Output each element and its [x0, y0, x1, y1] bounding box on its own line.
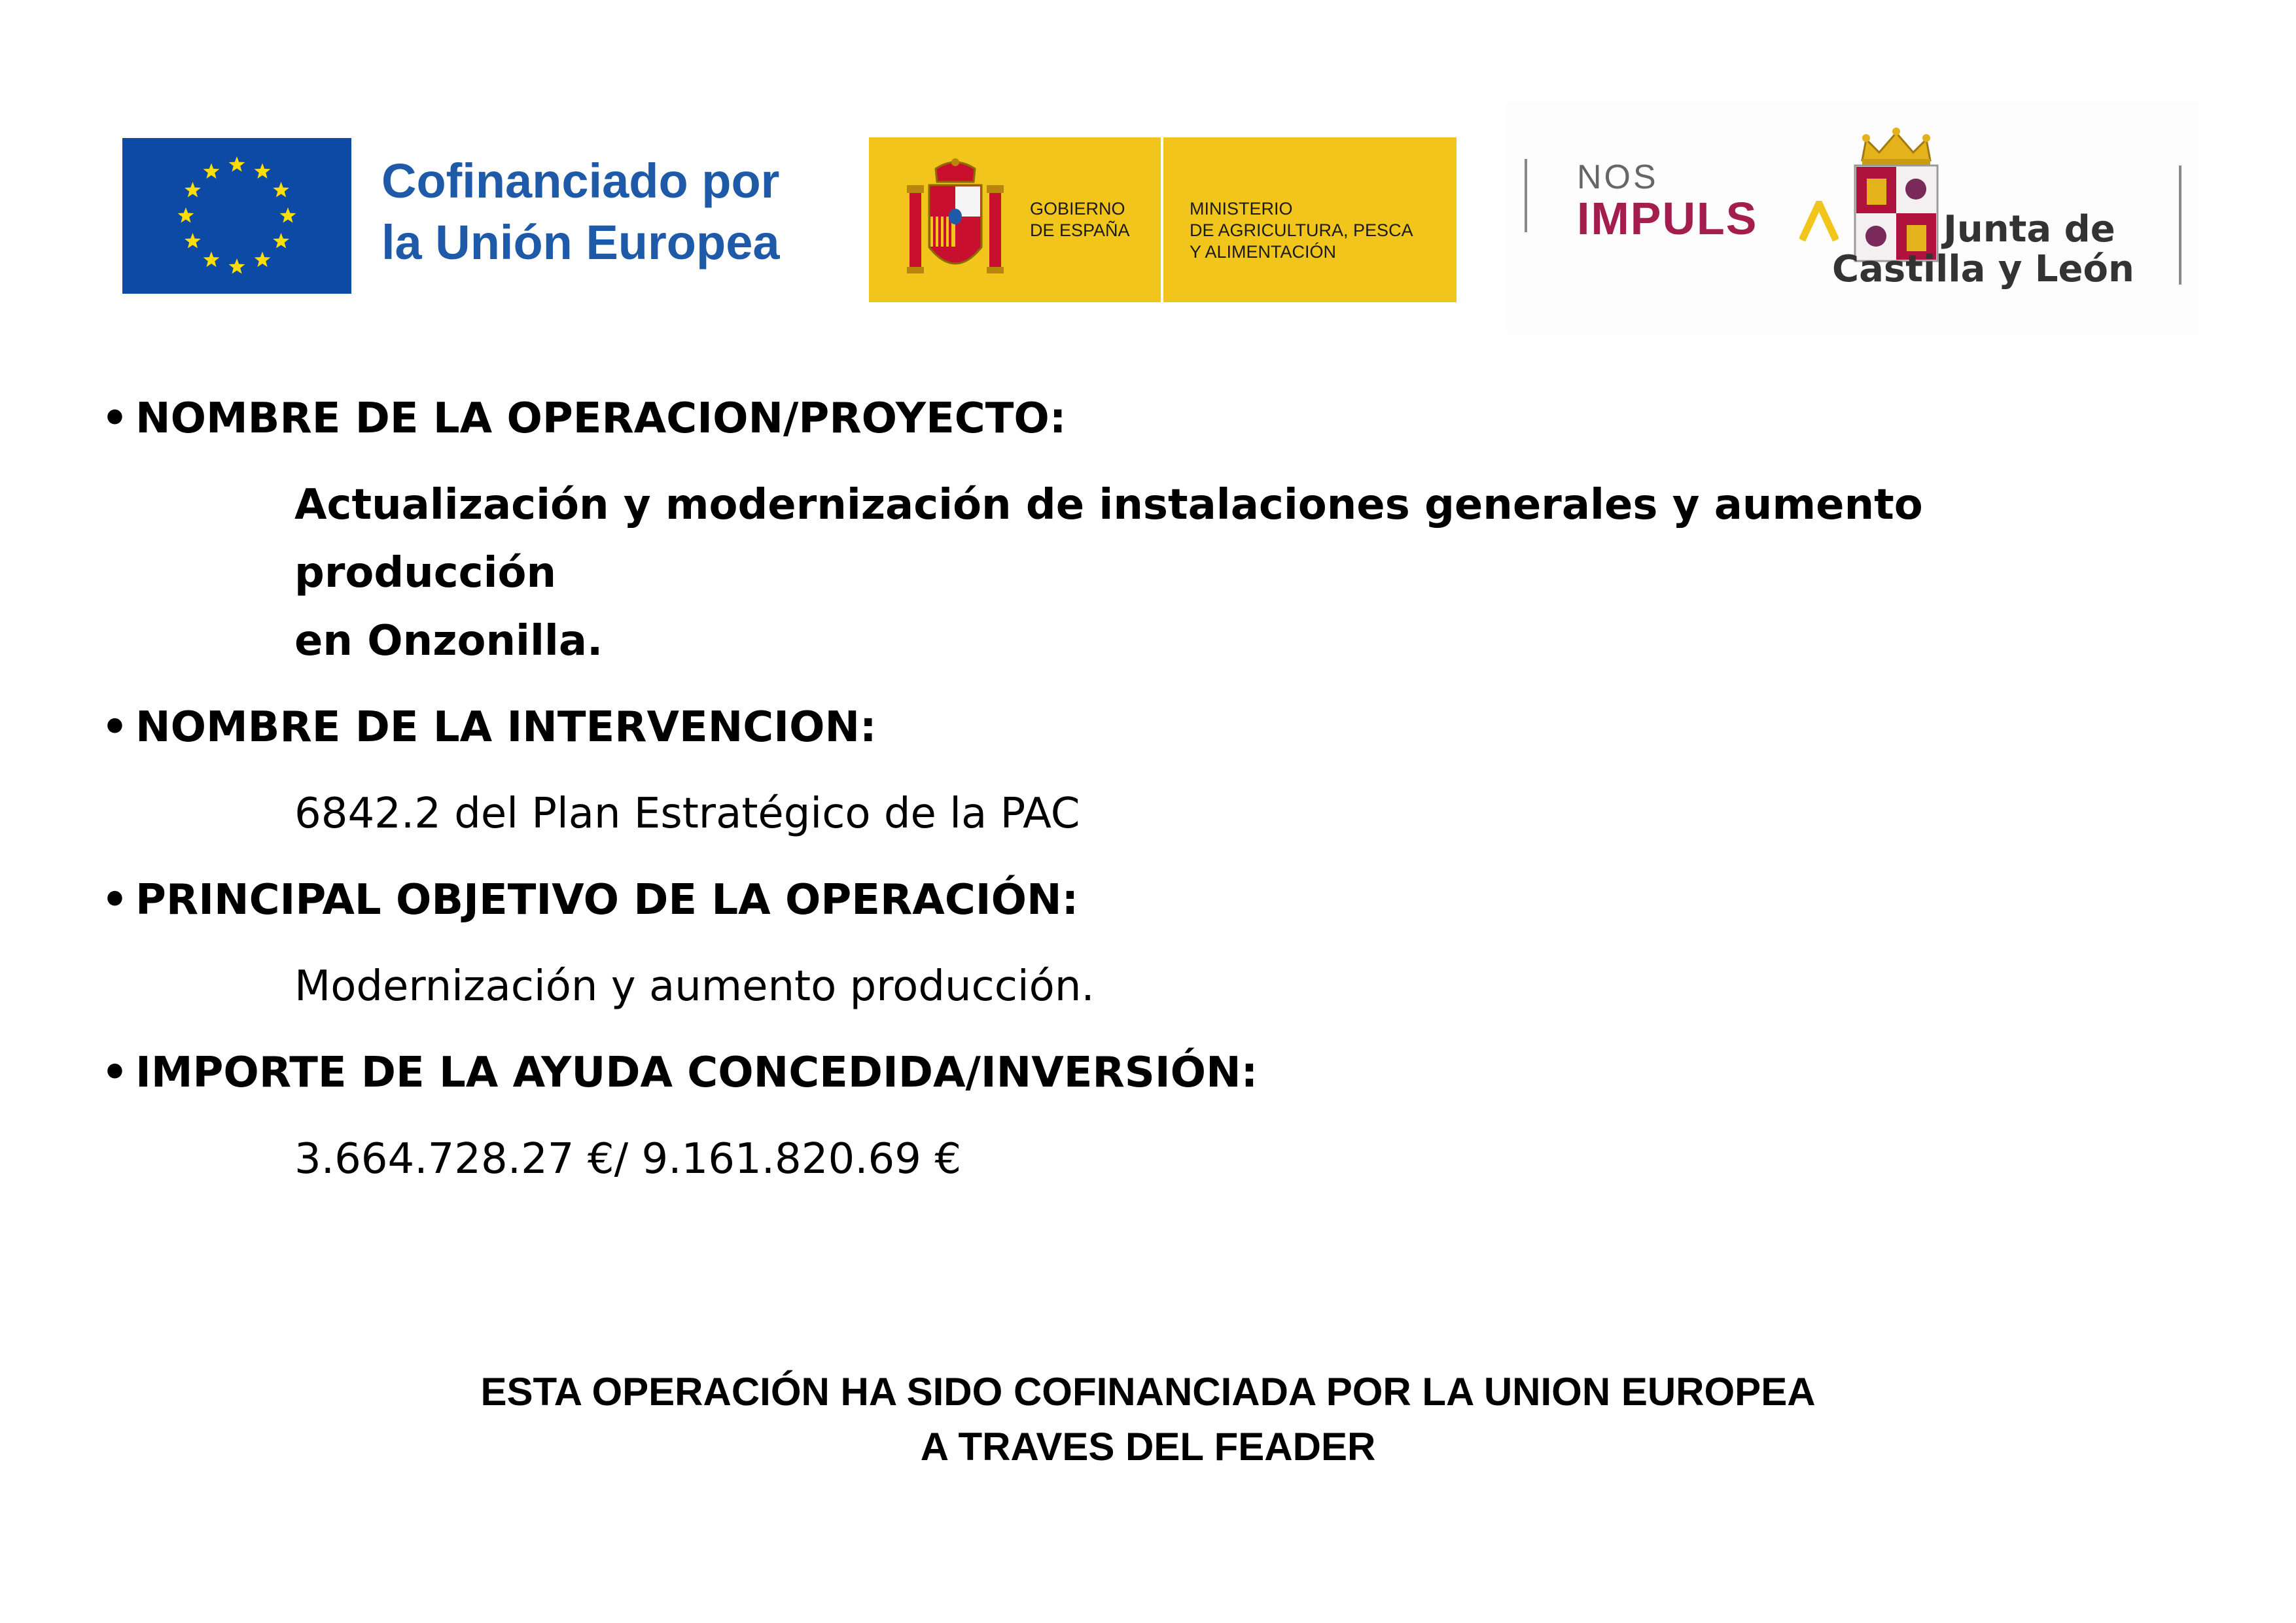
gobierno-line-1: GOBIERNO — [1030, 199, 1125, 218]
eu-star-icon — [185, 233, 201, 249]
spain-coat-of-arms-icon — [896, 156, 1014, 287]
operation-name-line-2: en Onzonilla. — [294, 617, 603, 665]
ministerio-line-2: DE AGRICULTURA, PESCA — [1190, 220, 1413, 240]
eu-star-icon — [203, 164, 220, 179]
castilla-y-leon-text: Castilla y León — [1832, 248, 2134, 290]
heading-label: IMPORTE DE LA AYUDA CONCEDIDA/INVERSIÓN: — [135, 1049, 1258, 1097]
eu-star-icon — [229, 156, 245, 172]
footer-line-2: A TRAVES DEL FEADER — [920, 1425, 1376, 1469]
eu-star-icon — [255, 252, 271, 268]
heading-label: NOMBRE DE LA OPERACION/PROYECTO: — [135, 394, 1067, 443]
gobierno-line-2: DE ESPAÑA — [1030, 220, 1130, 240]
bullet-dot: • — [101, 703, 128, 752]
section-amount-heading — [101, 1047, 2195, 1099]
eu-star-icon — [203, 252, 220, 268]
jcyl-divider-left — [1525, 159, 1527, 232]
eu-line-2: la Unión Europea — [381, 215, 780, 270]
ministerio-text — [1190, 198, 1413, 263]
nos-text: NOS — [1577, 158, 1659, 196]
intervention-value: 6842.2 del Plan Estratégico de la PAC — [294, 790, 1080, 838]
eu-star-icon — [273, 233, 289, 249]
bullet-dot: • — [101, 1049, 128, 1097]
objective-value: Modernización y aumento producción. — [294, 962, 1095, 1011]
heading-label: NOMBRE DE LA INTERVENCION: — [135, 703, 877, 752]
impulsa-chevron-icon — [1799, 201, 1839, 241]
impulsa-text: IMPULS — [1577, 193, 1758, 244]
ministerio-line-3: Y ALIMENTACIÓN — [1190, 242, 1337, 262]
eu-star-icon — [273, 182, 289, 198]
amount-value: 3.664.728.27 €/ 9.161.820.69 € — [294, 1135, 962, 1183]
eu-star-icon — [255, 164, 271, 179]
eu-star-icon — [229, 258, 245, 274]
gobierno-de-espana-text — [1030, 198, 1130, 241]
operation-details — [101, 393, 2195, 1193]
eu-flag-icon — [122, 138, 351, 294]
junta-castilla-leon-logo — [1505, 101, 2199, 334]
operation-name-line-1: Actualización y modernización de instalaciones generales y aumento producción — [294, 481, 1923, 597]
heading-label: PRINCIPAL OBJETIVO DE LA OPERACIÓN: — [135, 876, 1079, 924]
bullet-dot: • — [101, 876, 128, 924]
feader-cofinancing-notice — [0, 1365, 2296, 1475]
bullet-dot: • — [101, 394, 128, 443]
section-operation-name-heading — [101, 393, 2195, 445]
eu-star-icon — [178, 207, 194, 223]
spain-government-logo — [869, 137, 1457, 302]
junta-de-text: Junta de — [1943, 208, 2115, 251]
spain-logo-divider — [1161, 137, 1163, 302]
footer-line-1: ESTA OPERACIÓN HA SIDO COFINANCIADA POR LA UNION EUROPEA — [480, 1370, 1816, 1414]
eu-star-icon — [280, 207, 296, 223]
ministerio-line-1: MINISTERIO — [1190, 199, 1293, 218]
jcyl-divider-right — [2179, 166, 2181, 285]
eu-star-icon — [185, 182, 201, 198]
section-objective-heading — [101, 874, 2195, 926]
eu-line-1: Cofinanciado por — [381, 154, 780, 208]
crown-icon — [1857, 128, 1935, 167]
eu-cofinanced-text — [381, 150, 839, 273]
section-intervention-heading — [101, 701, 2195, 754]
